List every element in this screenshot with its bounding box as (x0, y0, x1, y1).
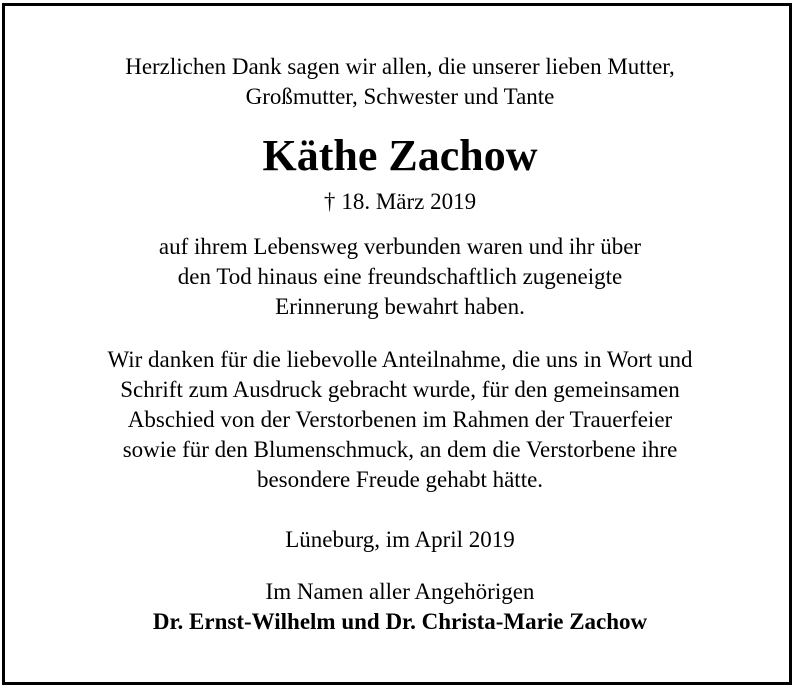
deceased-name: Käthe Zachow (262, 131, 538, 180)
intro-line-2: Großmutter, Schwester und Tante (245, 84, 555, 109)
intro-line-1: Herzlichen Dank sagen wir allen, die unserer lieben Mutter, (125, 54, 675, 79)
tribute-line-3: Erinnerung bewahrt haben. (275, 294, 525, 319)
thanks-line-3: Abschied von der Verstorbenen im Rahmen der Trauerfeier (127, 407, 673, 432)
tribute-line-1: auf ihrem Lebensweg verbunden waren und ihr über (158, 234, 642, 259)
thanks-line-1: Wir danken für die liebevolle Anteilnahme, die uns in Wort und (107, 347, 693, 372)
family-names: Dr. Ernst-Wilhelm und Dr. Christa-Marie Zachow (152, 609, 648, 634)
death-date-line (0, 187, 800, 217)
cross-icon: † (323, 189, 336, 214)
family-intro: Im Namen aller Angehörigen (265, 579, 535, 604)
thanks-line-4: sowie für den Blumenschmuck, an dem die Verstorbene ihre (122, 437, 678, 462)
place-date: Lüneburg, im April 2019 (285, 527, 515, 552)
tribute-line-2: den Tod hinaus eine freundschaftlich zugeneigte (177, 264, 623, 289)
thanks-line-2: Schrift zum Ausdruck gebracht wurde, für den gemeinsamen (120, 377, 680, 402)
death-date: 18. März 2019 (341, 189, 477, 214)
thanks-line-5: besondere Freude gehabt hätte. (256, 467, 544, 492)
